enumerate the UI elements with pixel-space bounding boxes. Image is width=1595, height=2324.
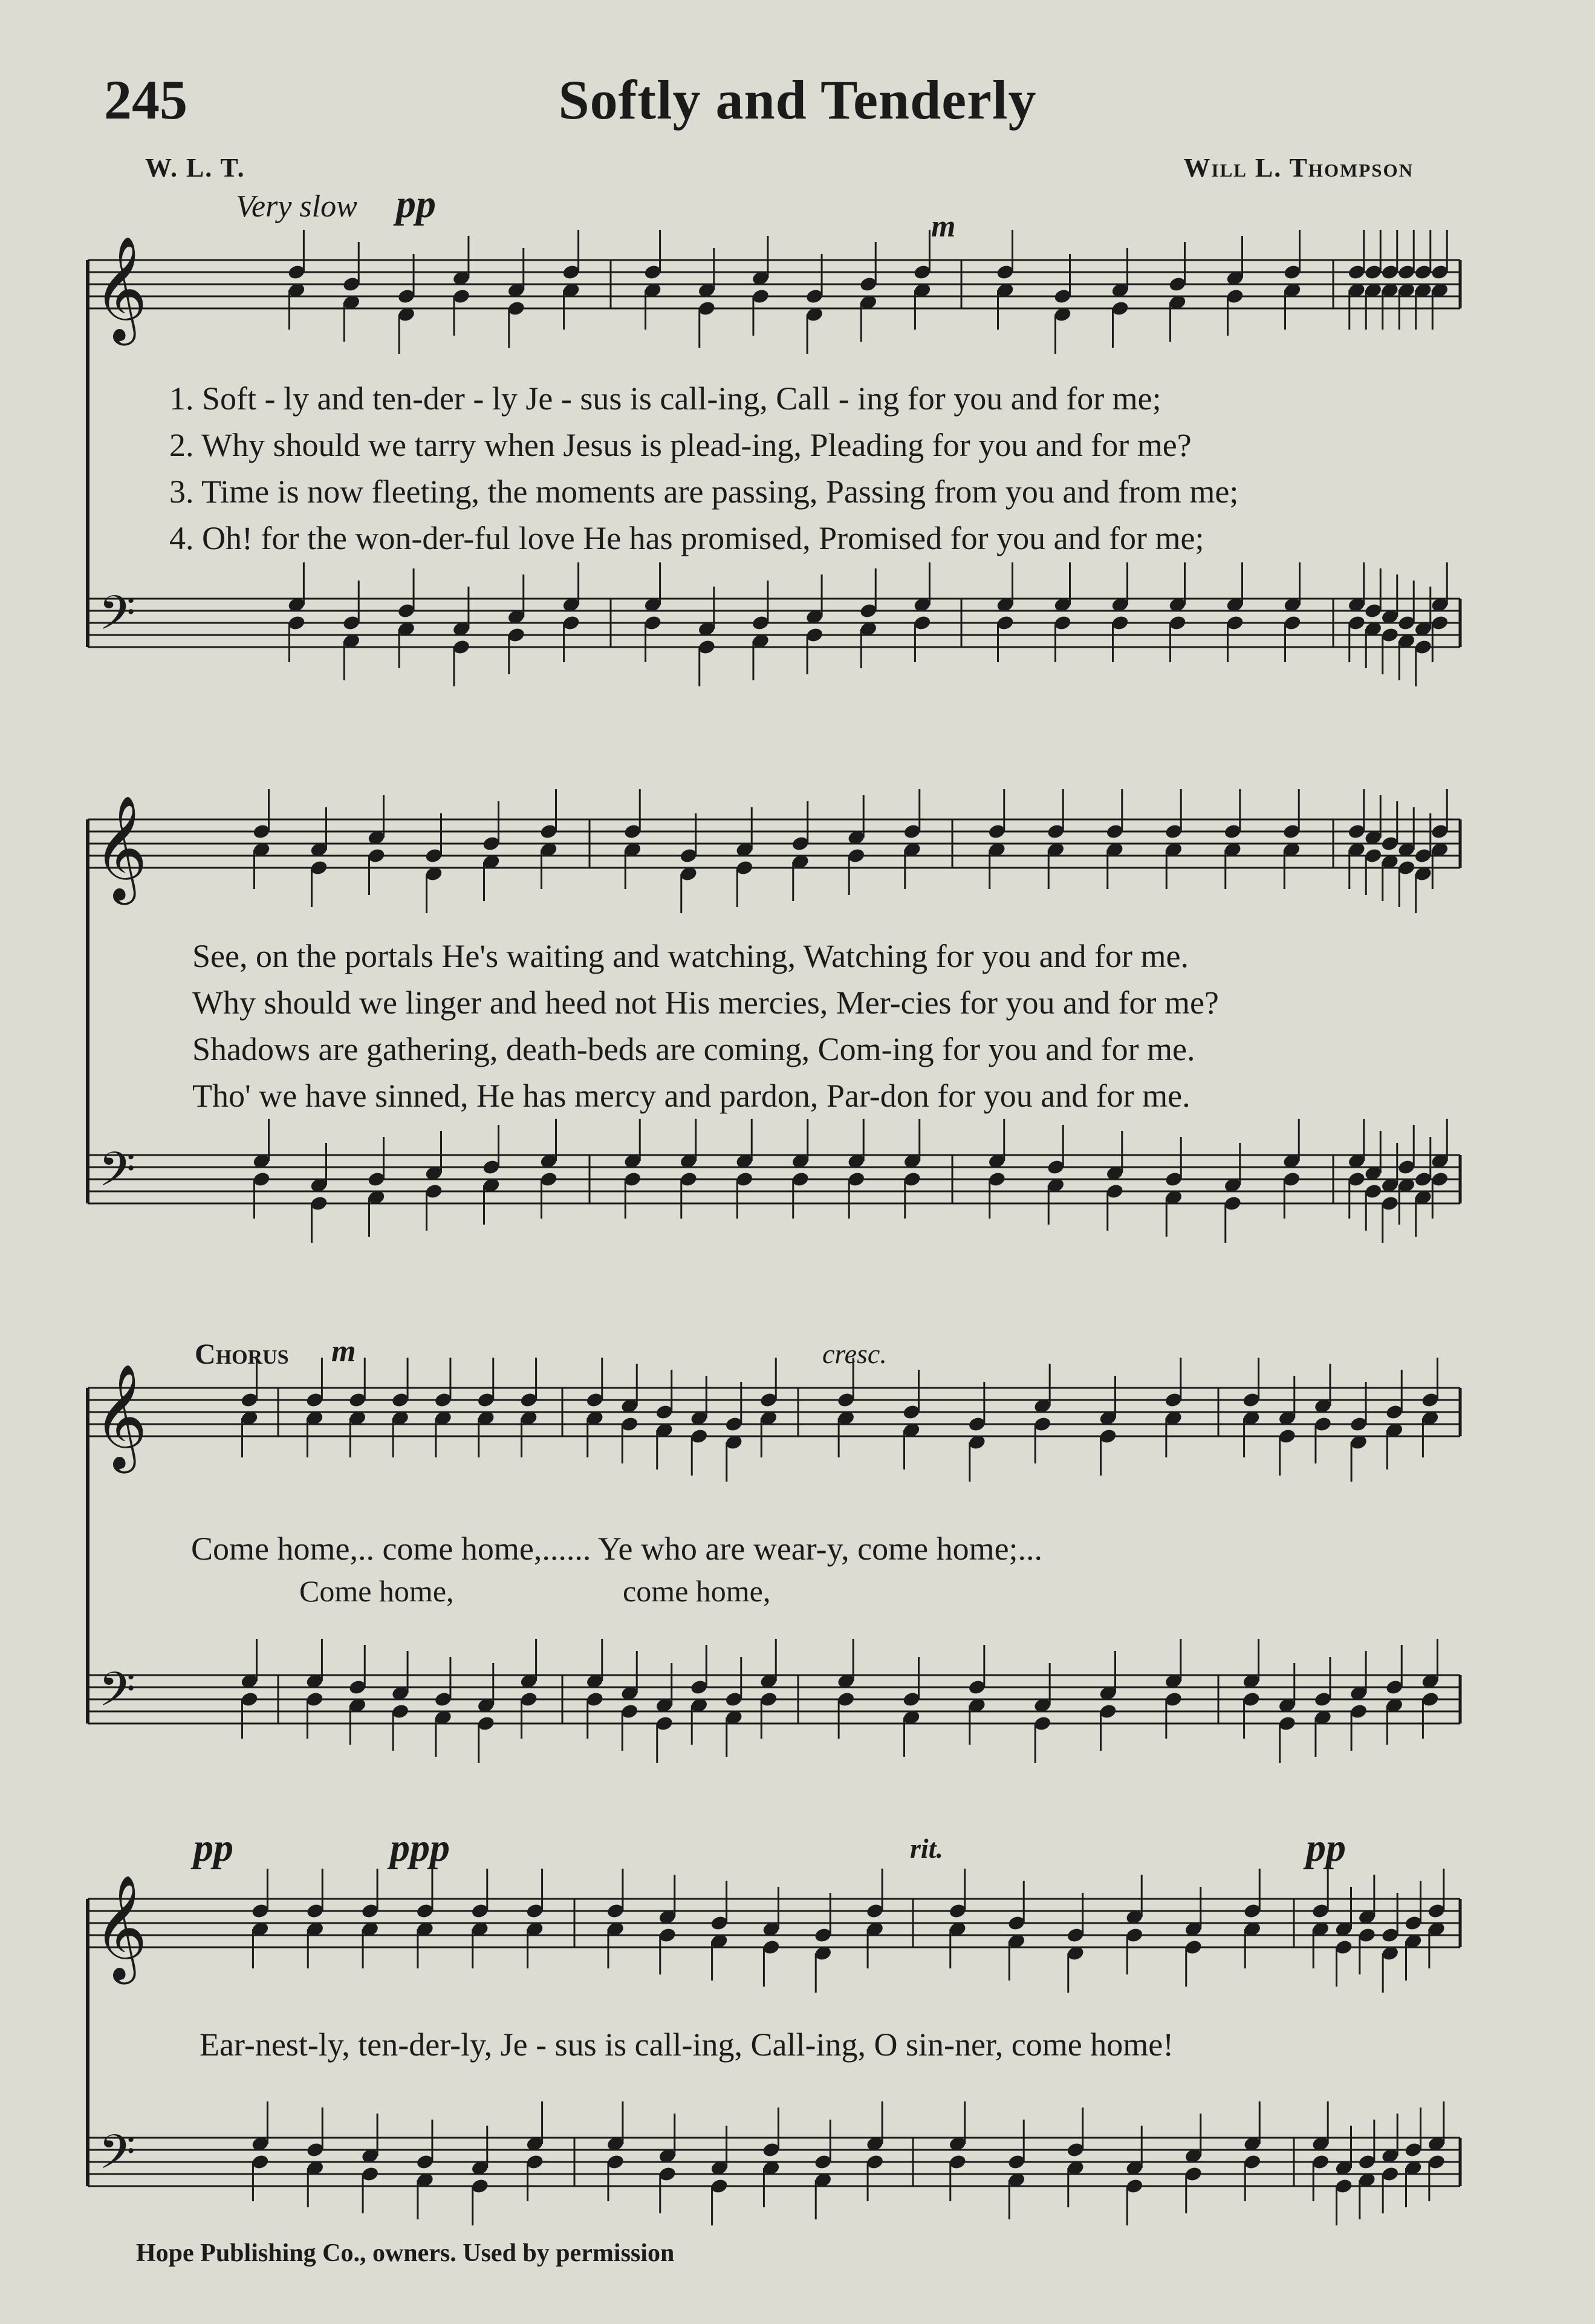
verse-3-line-2: Shadows are gathering, death-beds are coming, Com-ing for you and for me.: [192, 1031, 1195, 1067]
chorus-line-2: Ear-nest-ly, ten-der-ly, Je - sus is call-ing, Call-ing, O sin-ner, come home!: [200, 2026, 1174, 2063]
dynamic-m: m: [931, 209, 956, 244]
dynamic-chorus-pp: pp: [193, 1826, 233, 1870]
hymn-title: Softly and Tenderly: [558, 69, 1037, 131]
dynamic-chorus-m: m: [331, 1334, 356, 1369]
system-3-bass-clef: 𝄢: [99, 1662, 136, 1729]
tempo-marking: Very slow: [236, 189, 357, 224]
dynamic-rit: rit.: [910, 1833, 943, 1864]
system-2-treble-clef: 𝄞: [94, 795, 148, 900]
chorus-echo-1: Come home,: [299, 1574, 454, 1608]
system-2-bass-clef: 𝄢: [99, 1142, 136, 1209]
author-initials: W. L. T.: [145, 153, 245, 183]
system-4-bass-clef: 𝄢: [99, 2125, 136, 2192]
composer-name: Will L. Thompson: [1183, 153, 1414, 183]
dynamic-pp-start: pp: [396, 182, 436, 226]
chorus-label: Chorus: [195, 1338, 289, 1370]
verse-2-line-1: 2. Why should we tarry when Jesus is plead-ing, Pleading for you and for me?: [169, 427, 1192, 463]
verse-4-line-1: 4. Oh! for the won-der-ful love He has promised, Promised for you and for me;: [169, 520, 1204, 556]
verse-1-line-2: See, on the portals He's waiting and watching, Watching for you and for me.: [192, 938, 1189, 974]
system-1-treble-clef: 𝄞: [94, 236, 148, 341]
verse-3-line-1: 3. Time is now fleeting, the moments are passing, Passing from you and from me;: [169, 474, 1239, 510]
system-3-treble-clef: 𝄞: [94, 1364, 148, 1469]
copyright-footer: Hope Publishing Co., owners. Used by permission: [136, 2239, 675, 2267]
system-1-bass-clef: 𝄢: [99, 586, 136, 653]
dynamic-end-pp: pp: [1306, 1826, 1346, 1870]
dynamic-chorus-ppp: ppp: [390, 1826, 450, 1870]
chorus-echo-2: come home,: [623, 1574, 771, 1608]
verse-2-line-2: Why should we linger and heed not His mercies, Mer-cies for you and for me?: [192, 985, 1219, 1021]
verse-1-line-1: 1. Soft - ly and ten-der - ly Je - sus is call-ing, Call - ing for you and for me;: [169, 380, 1161, 417]
chorus-line-1: Come home,.. come home,...... Ye who are wear-y, come home;...: [191, 1531, 1043, 1567]
dynamic-cresc: cresc.: [822, 1338, 887, 1369]
verse-4-line-2: Tho' we have sinned, He has mercy and pardon, Par-don for you and for me.: [192, 1078, 1191, 1114]
hymn-number: 245: [104, 69, 187, 131]
system-4-treble-clef: 𝄞: [94, 1875, 148, 1980]
